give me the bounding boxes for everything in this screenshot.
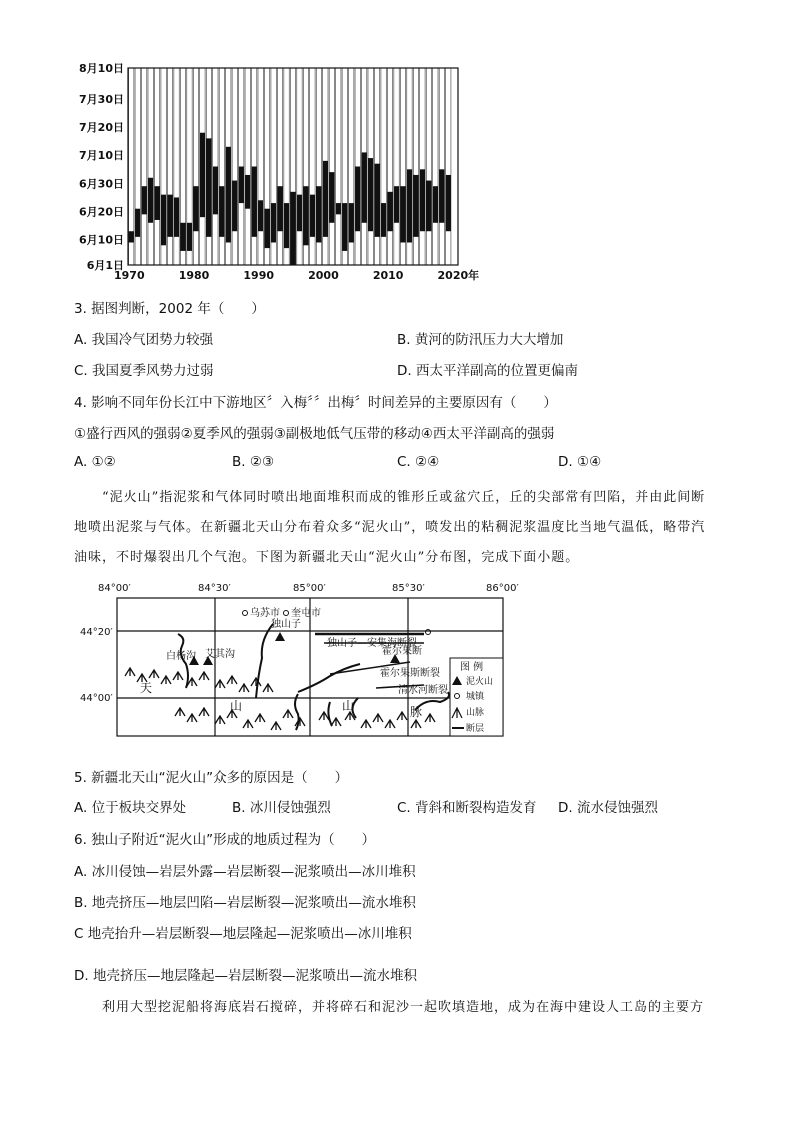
mud-volcano-icon (275, 632, 285, 641)
meiyu-bar (420, 169, 425, 231)
mountain-symbol (373, 714, 383, 722)
meiyu-bar (167, 195, 172, 237)
year-column (439, 68, 444, 265)
lon-label: 85°00′ (293, 583, 326, 594)
mountain-symbol (243, 720, 253, 728)
meiyu-bar (310, 195, 315, 237)
mountain-symbol (361, 720, 371, 728)
meiyu-bar (394, 186, 399, 223)
meiyu-bar (284, 203, 289, 248)
next-intro-line: 利用大型挖泥船将海底岩石搅碎，并将碎石和泥沙一起吹填造地，成为在海中建设人工岛的主要方 (102, 1000, 705, 1015)
legend-item: 泥火山 (466, 677, 494, 687)
mountain-symbol (385, 720, 395, 728)
meiyu-bar (219, 186, 224, 237)
meiyu-bar (368, 158, 373, 231)
q6-option-c: C 地壳抬升—岩层断裂—地层隆起—泥浆喷出—冰川堆积 (74, 926, 412, 942)
q5-option-c: C. 背斜和断裂构造发育 (397, 800, 537, 816)
meiyu-bar (161, 195, 166, 246)
y-tick-label: 6月1日 (86, 259, 124, 272)
meiyu-bar (258, 200, 263, 231)
mountain-symbol (255, 714, 265, 722)
x-tick-label: 2020年 (437, 269, 480, 282)
meiyu-bar (381, 203, 386, 237)
meiyu-bar (142, 186, 147, 214)
y-tick-label: 6月20日 (79, 205, 124, 219)
mountain-symbol (161, 676, 171, 684)
year-column (277, 68, 282, 265)
intro-line-3: 油味，不时爆裂出几个气泡。下图为新疆北天山“泥火山”分布图，完成下面小题。 (74, 550, 580, 565)
fault-label: 霍尔果断 (382, 646, 422, 657)
mountain-symbol (239, 684, 249, 692)
mountain-symbol (215, 716, 225, 724)
meiyu-bar (303, 186, 308, 245)
town-marker (284, 611, 289, 616)
question-6: 6. 独山子附近“泥火山”形成的地质过程为（ ） (74, 832, 376, 848)
meiyu-bar (400, 186, 405, 242)
meiyu-bar (277, 186, 282, 231)
meiyu-bar (245, 175, 250, 209)
legend-item: 断层 (466, 724, 485, 734)
meiyu-bar (174, 197, 179, 236)
lon-label: 85°30′ (392, 583, 425, 594)
place-label: 艾其沟 (205, 649, 235, 660)
y-tick-label: 6月30日 (79, 177, 124, 191)
question-5: 5. 新疆北天山“泥火山”众多的原因是（ ） (74, 770, 349, 786)
meiyu-bar (297, 195, 302, 232)
meiyu-bar (154, 186, 159, 220)
mountain-symbol (425, 714, 435, 722)
mountain-symbol (295, 718, 305, 726)
q5-option-b: B. 冰川侵蚀强烈 (232, 800, 331, 816)
meiyu-bar (232, 181, 237, 232)
year-column (446, 68, 451, 265)
year-column (433, 68, 438, 265)
river (328, 702, 332, 726)
range-label: 山 (230, 699, 243, 713)
legend-title: 图 例 (460, 662, 484, 673)
fault-end (426, 630, 431, 635)
year-column (329, 68, 334, 265)
year-column (258, 68, 263, 265)
mountain-symbol (251, 678, 261, 686)
lat-label: 44°00′ (80, 693, 113, 704)
year-column (387, 68, 392, 265)
year-column (148, 68, 153, 265)
question-4: 4. 影响不同年份长江中下游地区〞入梅〞〞出梅〞时间差异的主要原因有（ ） (74, 395, 557, 411)
place-label: 独山子 (271, 619, 301, 630)
y-tick-label: 6月10日 (79, 233, 124, 247)
tianshan-mud-volcano-map (80, 580, 520, 742)
city-label: 乌苏市 (250, 608, 280, 619)
meiyu-bar (264, 209, 269, 248)
meiyu-bar (355, 167, 360, 232)
meiyu-bar (200, 133, 205, 217)
fault-label: 清水河断裂 (398, 685, 448, 696)
legend-item: 城镇 (466, 692, 485, 702)
q4-option-a: A. ①② (74, 454, 116, 470)
meiyu-bar (193, 186, 198, 231)
q4-option-c: C. ②④ (397, 454, 440, 470)
range-label: 山 (342, 699, 355, 713)
mountain-symbol (187, 714, 197, 722)
q3-option-d: D. 西太平洋副高的位置更偏南 (397, 363, 578, 379)
meiyu-bar (316, 186, 321, 242)
meiyu-bar (206, 138, 211, 237)
q5-option-d: D. 流水侵蚀强烈 (558, 800, 658, 816)
meiyu-bar (407, 169, 412, 242)
year-column (336, 68, 341, 265)
meiyu-bar (329, 172, 334, 223)
meiyu-bar (426, 181, 431, 232)
year-column (426, 68, 431, 265)
lon-label: 84°00′ (98, 583, 131, 594)
question-3: 3. 据图判断，2002 年（ ） (74, 301, 265, 317)
lat-label: 44°20′ (80, 627, 113, 638)
year-column (297, 68, 302, 265)
meiyu-chart (70, 60, 480, 282)
meiyu-bar (271, 203, 276, 242)
y-tick-label: 7月20日 (79, 121, 124, 135)
y-tick-label: 7月30日 (79, 92, 124, 106)
y-tick-label: 8月10日 (79, 62, 124, 75)
year-column (142, 68, 147, 265)
mountain-symbol (227, 676, 237, 684)
fault-label: 霍尔果斯断裂 (380, 668, 440, 679)
range-label: 脉 (410, 705, 423, 719)
year-column (232, 68, 237, 265)
city-label: 奎屯市 (291, 608, 321, 619)
q6-option-a: A. 冰川侵蚀—岩层外露—岩层断裂—泥浆喷出—冰川堆积 (74, 864, 416, 880)
meiyu-bar (135, 209, 140, 237)
intro-line-2: 地喷出泥浆与气体。在新疆北天山分布着众多“泥火山”，喷发出的粘稠泥浆温度比当地气温低，略带汽 (74, 520, 706, 535)
meiyu-bar (349, 203, 354, 242)
q3-option-c: C. 我国夏季风势力过弱 (74, 363, 214, 379)
range-label: 天 (140, 681, 153, 695)
x-tick-label: 1980 (178, 269, 210, 282)
mountain-symbol (411, 720, 421, 728)
meiyu-bar (252, 167, 257, 237)
year-column (154, 68, 159, 265)
meiyu-bar (226, 147, 231, 243)
q4-option-b: B. ②③ (232, 454, 275, 470)
x-tick-label: 2000 (308, 269, 339, 282)
meiyu-bar (187, 223, 192, 251)
meiyu-bar (180, 223, 185, 251)
meiyu-bar (213, 167, 218, 215)
fault-label: 独山子—安集海断裂 (327, 638, 417, 649)
year-column (420, 68, 425, 265)
meiyu-bar (387, 192, 392, 231)
q5-option-a: A. 位于板块交界处 (74, 800, 187, 816)
legend-town-icon (455, 694, 460, 699)
y-tick-label: 7月10日 (79, 149, 124, 163)
intro-line-1: “泥火山”指泥浆和气体同时喷出地面堆积而成的锥形丘或盆穴丘，丘的尖部常有凹陷，并由此间断 (102, 490, 706, 505)
town-marker (243, 611, 248, 616)
meiyu-bar (342, 203, 347, 251)
meiyu-bar (439, 169, 444, 222)
mountain-symbol (331, 718, 341, 726)
mountain-symbol (149, 670, 159, 678)
legend-item: 山脉 (466, 708, 485, 718)
meiyu-bar (374, 164, 379, 237)
x-tick-label: 2010 (372, 269, 404, 282)
q4-statements: ①盛行西风的强弱②夏季风的强弱③副极地低气压带的移动④西太平洋副高的强弱 (74, 426, 555, 442)
lon-label: 84°30′ (198, 583, 231, 594)
mountain-symbol (271, 722, 281, 730)
mountain-symbol (173, 672, 183, 680)
q3-option-a: A. 我国冷气团势力较强 (74, 332, 214, 348)
meiyu-bar (129, 231, 134, 242)
mountain-symbol (175, 708, 185, 716)
mountain-symbol (199, 708, 209, 716)
x-tick-label: 1970 (114, 269, 145, 282)
mountain-symbol (397, 712, 407, 720)
meiyu-bar (413, 175, 418, 237)
place-label: 白杨沟 (166, 651, 196, 662)
q6-option-d: D. 地壳挤压—地层隆起—岩层断裂—泥浆喷出—流水堆积 (74, 968, 417, 984)
meiyu-bar (239, 167, 244, 204)
x-tick-label: 1990 (243, 269, 275, 282)
year-column (394, 68, 399, 265)
meiyu-bar (362, 152, 367, 222)
meiyu-bar (148, 178, 153, 223)
meiyu-bar (290, 192, 295, 265)
meiyu-bar (446, 175, 451, 231)
year-column (245, 68, 250, 265)
year-column (193, 68, 198, 265)
meiyu-bar (336, 203, 341, 214)
lon-label: 86°00′ (486, 583, 519, 594)
q4-option-d: D. ①④ (558, 454, 602, 470)
meiyu-bar (323, 161, 328, 237)
q6-option-b: B. 地壳挤压—地层凹陷—岩层断裂—泥浆喷出—流水堆积 (74, 895, 416, 911)
q3-option-b: B. 黄河的防汛压力大大增加 (397, 332, 564, 348)
mountain-symbol (215, 680, 225, 688)
mountain-symbol (125, 668, 135, 676)
mountain-symbol (263, 684, 273, 692)
river (298, 664, 360, 692)
meiyu-bar (433, 186, 438, 223)
mountain-symbol (199, 672, 209, 680)
mountain-symbol (283, 710, 293, 718)
